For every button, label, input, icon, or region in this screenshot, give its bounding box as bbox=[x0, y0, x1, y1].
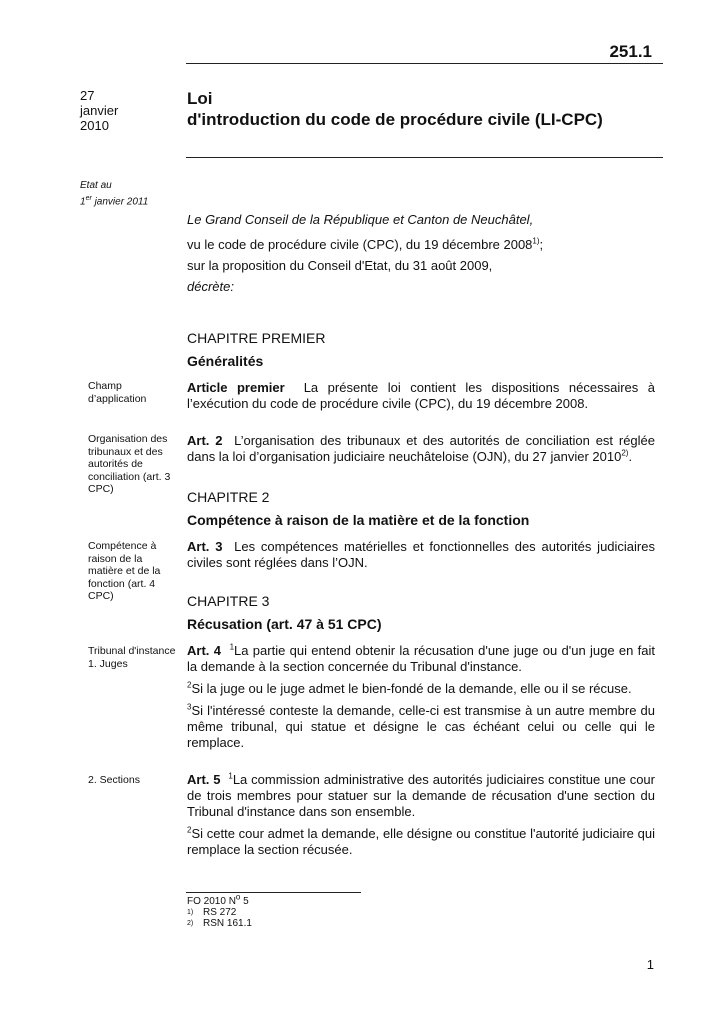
footnote-rule bbox=[186, 892, 361, 893]
chapter-label: CHAPITRE 3 bbox=[187, 593, 270, 609]
title-line-1: Loi bbox=[187, 89, 213, 108]
margin-note-4-sub: 1. Juges bbox=[88, 657, 128, 670]
article-2-end: . bbox=[628, 449, 633, 464]
article-3-text: Les compétences matérielles et fonctionnelles des autorités judiciaires civiles sont réglées dans l’OJN. bbox=[187, 539, 655, 570]
paragraph-number: 1 bbox=[229, 642, 235, 652]
preamble-decrete: décrète: bbox=[187, 279, 234, 294]
header-rule bbox=[186, 63, 663, 64]
preamble-proposition: sur la proposition du Conseil d'Etat, du 31 août 2009, bbox=[187, 258, 493, 273]
article-4-para-2: Si la juge ou le juge admet le bien-fondé de la demande, elle ou il se récuse. bbox=[191, 681, 632, 696]
title-rule bbox=[186, 157, 663, 158]
enactment-date bbox=[80, 88, 118, 133]
margin-note-3: Compétence à raison de la matière et de la fonction (art. 4 CPC) bbox=[88, 540, 161, 602]
status-day: 1 bbox=[80, 196, 86, 208]
law-title bbox=[187, 88, 603, 130]
footnote-ref-2[interactable]: 2) bbox=[621, 448, 629, 458]
chapter-1-heading bbox=[187, 328, 325, 371]
preamble bbox=[187, 209, 657, 297]
date-month: janvier bbox=[80, 103, 119, 118]
article-4-para-1: La partie qui entend obtenir la récusation d'une juge ou d'un juge en fait la demande à la section concernée du Tribunal d'instance. bbox=[187, 643, 655, 674]
fo-sup: o bbox=[235, 892, 241, 902]
article-3-label: Art. 3 bbox=[187, 539, 223, 554]
page-number: 1 bbox=[646, 957, 654, 972]
status-rest: janvier 2011 bbox=[91, 196, 149, 208]
chapter-title: Généralités bbox=[187, 353, 264, 369]
fo-end: 5 bbox=[240, 896, 249, 907]
article-2-label: Art. 2 bbox=[187, 433, 223, 448]
article-4 bbox=[187, 643, 655, 751]
title-line-2: d'introduction du code de procédure civile (LI-CPC) bbox=[187, 110, 603, 129]
article-1 bbox=[187, 380, 655, 412]
article-5-para-2: Si cette cour admet la demande, elle désigne ou constitue l'autorité judiciaire qui remplace la section récusée. bbox=[187, 826, 655, 857]
chapter-title: Récusation (art. 47 à 51 CPC) bbox=[187, 616, 382, 632]
article-5-para-1: La commission administrative des autorités judiciaires constitue une cour de trois membres pour statuer sur la demande de récusation d'une section du Tribunal d'instance dans son ensemble. bbox=[187, 772, 655, 819]
article-3 bbox=[187, 539, 655, 571]
footnote-2-text: RSN 161.1 bbox=[203, 918, 252, 929]
article-5 bbox=[187, 772, 655, 858]
paragraph-number: 1 bbox=[228, 771, 233, 781]
paragraph-number: 3 bbox=[187, 702, 192, 712]
article-1-text: La présente loi contient les dispositions nécessaires à l’exécution du code de procédure civile (CPC), du 19 décembre 2008. bbox=[187, 380, 656, 411]
chapter-title: Compétence à raison de la matière et de la fonction bbox=[187, 512, 530, 528]
preamble-vu: vu le code de procédure civile (CPC), du 19 décembre 2008 bbox=[187, 237, 533, 252]
status-day-sup: er bbox=[85, 195, 92, 202]
margin-note-4-title: Tribunal d'instance bbox=[88, 645, 176, 657]
chapter-2-heading bbox=[187, 487, 529, 530]
paragraph-number: 2 bbox=[187, 680, 192, 690]
chapter-label: CHAPITRE PREMIER bbox=[187, 330, 326, 346]
article-1-label: Article premier bbox=[187, 380, 285, 395]
date-year: 2010 bbox=[80, 118, 109, 133]
footnotes bbox=[187, 892, 252, 929]
article-2 bbox=[187, 433, 655, 465]
footnote-mark-2: 2) bbox=[187, 920, 194, 927]
chapter-3-heading bbox=[187, 591, 382, 634]
margin-note-5: 2. Sections bbox=[88, 774, 140, 786]
preamble-authority: Le Grand Conseil de la République et Canton de Neuchâtel, bbox=[187, 212, 534, 227]
paragraph-number: 2 bbox=[187, 825, 192, 835]
preamble-vu-end: ; bbox=[539, 237, 544, 252]
margin-note-1: Champ d’application bbox=[88, 380, 147, 405]
footnote-mark-1: 1) bbox=[187, 909, 194, 916]
article-5-label: Art. 5 bbox=[187, 772, 221, 787]
footnote-1-text: RS 272 bbox=[203, 907, 237, 918]
document-number: 251.1 bbox=[609, 42, 652, 61]
margin-note-2: Organisation des tribunaux et des autorités de conciliation (art. 3 CPC) bbox=[88, 433, 171, 495]
status-label: Etat au bbox=[80, 180, 112, 191]
fo-reference: FO 2010 N bbox=[187, 896, 236, 907]
footnote-ref-1[interactable]: 1) bbox=[532, 236, 540, 246]
chapter-label: CHAPITRE 2 bbox=[187, 489, 270, 505]
margin-note-4 bbox=[88, 645, 178, 670]
article-4-label: Art. 4 bbox=[187, 643, 221, 658]
article-4-para-3: Si l'intéressé conteste la demande, celle-ci est transmise à un autre membre du même tribunal, qui statue et désigne le cas échéant celui ou celle qui le remplace. bbox=[187, 703, 655, 750]
article-2-text: L’organisation des tribunaux et des autorités de conciliation est réglée dans la loi d’organisation judiciaire neuchâteloise (OJN), du 27 janvier 2010 bbox=[187, 433, 655, 464]
status-date bbox=[80, 179, 148, 208]
date-day: 27 bbox=[80, 88, 95, 103]
